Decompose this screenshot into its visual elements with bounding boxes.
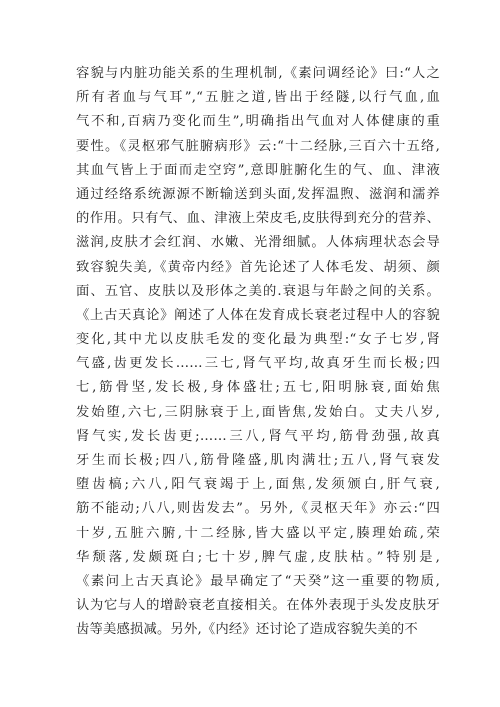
text-line: 十岁,五脏六腑,十二经脉,皆大盛以平定,腠理始疏,荣 [76,525,440,541]
text-line: 变化,其中尤以皮肤毛发的变化最为典型:“女子七岁,肾 [76,332,440,348]
text-line: 七,筋骨坚,发长极,身体盛壮;五七,阳明脉衰,面始焦 [76,380,440,396]
text-line: 堕齿槁;六八,阳气衰竭于上,面焦,发须颁白,肝气衰, [76,477,440,493]
text-line: 牙生而长极;四八,筋骨隆盛,肌肉满壮;五八,肾气衰发 [76,453,440,468]
text-line: 面、五官、皮肤以及形体之美的.衰退与年龄之间的关系。 [76,283,440,299]
text-line: 华颓落,发颇斑白;七十岁,脾气虚,皮肤枯。”特别是, [76,549,440,565]
text-line: 气盛,齿更发长……三七,肾气平均,故真牙生而长极;四 [76,356,440,372]
text-line: 筋不能动;八八,则齿发去”。另外,《灵枢天年》亦云:“四 [76,501,440,517]
text-line: 气不和,百病乃变化而生”,明确指出气血对人体健康的重 [76,114,440,130]
text-line: 《素问上古天真论》最早确定了“天癸”这一重要的物质, [76,573,440,589]
text-line: 要性。《灵枢邪气脏腑病形》云:“十二经脉,三百六十五络, [76,138,440,154]
text-line: 滋润,皮肤才会红润、水嫩、光滑细腻。人体病理状态会导 [76,235,440,251]
text-line: 发始堕,六七,三阴脉衰于上,面皆焦,发始白。丈夫八岁, [76,404,440,420]
text-line: 认为它与人的增龄衰老直接相关。在体外表现于头发皮肤牙 [76,598,440,614]
text-line: 的作用。只有气、血、津液上荣皮毛,皮肤得到充分的营养、 [76,211,440,227]
text-line: 所有者血与气耳”,“五脏之道,皆出于经隧,以行气血,血 [76,90,440,106]
text-line: 其血气皆上于面而走空窍”,意即脏腑化生的气、血、津液 [76,162,440,178]
text-line: 致容貌失美,《黄帝内经》首先论述了人体毛发、胡须、颜 [76,259,440,275]
text-line: 齿等美感损减。另外,《内经》还讨论了造成容貌失美的不 [76,622,418,638]
text-line: 《上古天真论》阐述了人体在发育成长衰老过程中人的容貌 [76,307,440,323]
text-line: 肾气实,发长齿更;……三八,肾气平均,筋骨劲强,故真 [76,428,440,444]
text-line: 容貌与内脏功能关系的生理机制,《素问调经论》曰:“人之 [76,66,440,81]
text-line: 通过经络系统源源不断输送到头面,发挥温煦、滋润和濡养 [76,186,440,202]
